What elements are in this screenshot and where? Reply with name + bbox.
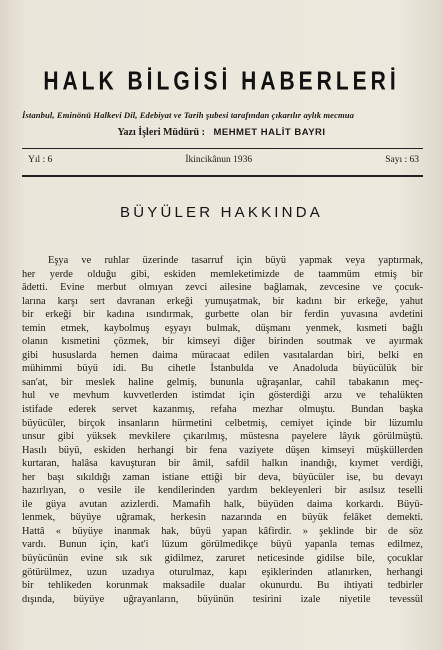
body-line: ile güya avutan azizlerdi. Mamafih halk, büyüden daima korkardı. Büyü- (22, 498, 423, 510)
editor-line (0, 127, 443, 138)
issue-year: Yıl : 6 (28, 155, 53, 165)
body-line: Hasılı büyü, eskiden herhangi bir fena vaziyete düşen kimseyi müşküllerden (22, 444, 423, 456)
issue-info-row (28, 155, 419, 165)
body-line: âdetti. Evine merbut olmıyan zevci ailesine bağlamak, zevcesine ve çocuk- (22, 282, 423, 294)
body-line: lenmek, büyüye uğramak, herkesin nazarında en büyük felâket demekti. (22, 512, 423, 524)
body-line: dışında, büyüye uğrayanların, büyünün tesirini izale niyetile tevessül (22, 593, 423, 605)
body-line: olanın kısmetini çözmek, bir kimseyi diğer birinden soutmak ve ayırmak (22, 336, 423, 348)
issue-date: İkincikânun 1936 (185, 155, 253, 165)
body-line: mühimmi büyü idi. Bu cihetle İstanbulda ve Anadoluda büyücülük bir (22, 363, 423, 375)
journal-title: HALK BİLGİSİ HABERLERİ (43, 67, 400, 96)
body-line: bir erkeği bir kadına ısındırmak, gurbette olan bir ferdin yuvasına avdetini (22, 309, 423, 321)
body-line: temin etmek, kaybolmuş eşyayı bulmak, düşmanı yenmek, kısmeti bağlı (22, 322, 423, 334)
body-line: san'at, bir meslek haline gelmiş, bununla uğraşanlar, cahil tabakanın meç- (22, 376, 423, 388)
article-title: BÜYÜLER HAKKINDA (120, 204, 323, 221)
body-line: Hattâ « büyüye inanmak hak, büyü yapan kâfirdir. » şeklinde bir de söz (22, 525, 423, 537)
body-line: larına karşı sert davranan erkeği yumuşatmak, bir kadını bir erkeğe, yahut (22, 295, 423, 307)
body-line: büyücünün evine sık sık gidilmez, zaruret neticesinde gidilse bile, çocuklar (22, 553, 423, 565)
body-line: kurtaran, halâsa kavuşturan bir âmil, safdil halkın inandığı, kıymet verdiği, (22, 458, 423, 470)
article-body (22, 254, 423, 606)
journal-subtitle: İstanbul, Eminönü Halkevi Dil, Edebiyat ve Tarih şubesi tarafından çıkarılır aylık mecmua (22, 110, 355, 120)
body-line: hazırlıyan, o vesile ile kendilerinden yardım bekleyenleri bir asılsız teselli (22, 485, 423, 497)
body-line: bir tehlikeden korunmak maksadile dualar okunurdu. Bu ihtiyati tedbirler (22, 580, 423, 592)
body-line: Eşya ve ruhlar üzerinde tasarruf için büyü yapmak veya yaptırmak, (48, 255, 423, 266)
body-line: gibi hususlarda hemen daima müracaat edilen vasıtalardan biri, belki en (22, 349, 423, 361)
editor-name: MEHMET HALİT BAYRI (213, 127, 326, 138)
body-line: her yerde olduğu gibi, eskiden memleketimizde de taammüm etmiş bir (22, 268, 423, 280)
header-rule-top (22, 148, 423, 149)
header-rule-bottom (22, 175, 423, 177)
editor-label: Yazı İşleri Müdürü : (117, 127, 205, 138)
issue-number: Sayı : 63 (385, 155, 419, 165)
body-line: istifade ederek servet kazanmış, refaha mezhar olmuştu. Bundan başka (22, 404, 423, 416)
body-line: vardı. Bunun için, kat'i lüzum görülmedikçe büyü yapanla temas edilmez, (22, 539, 423, 551)
body-line: götürülmez, uzun uzadıya oturulmaz, kapı eşiklerinden atlanırken, herhangi (22, 566, 423, 578)
body-line: hul ve mevhum kuvvetlerden istimdat için gösterdiği arzu ve tehalükten (22, 390, 423, 402)
body-line: her başı sıkıldığı zaman istiane ettiği bir deva, büyücüler ise, bu devayı (22, 471, 423, 483)
body-line: büyücüler, birçok insanların hürmetini celbetmiş, cemiyet içinde bir lüzumlu (22, 417, 423, 429)
body-line: unsur gibi yüksek mevkilere çıkarılmış, müstesna payelere lâyık görülmüştü. (22, 431, 423, 443)
